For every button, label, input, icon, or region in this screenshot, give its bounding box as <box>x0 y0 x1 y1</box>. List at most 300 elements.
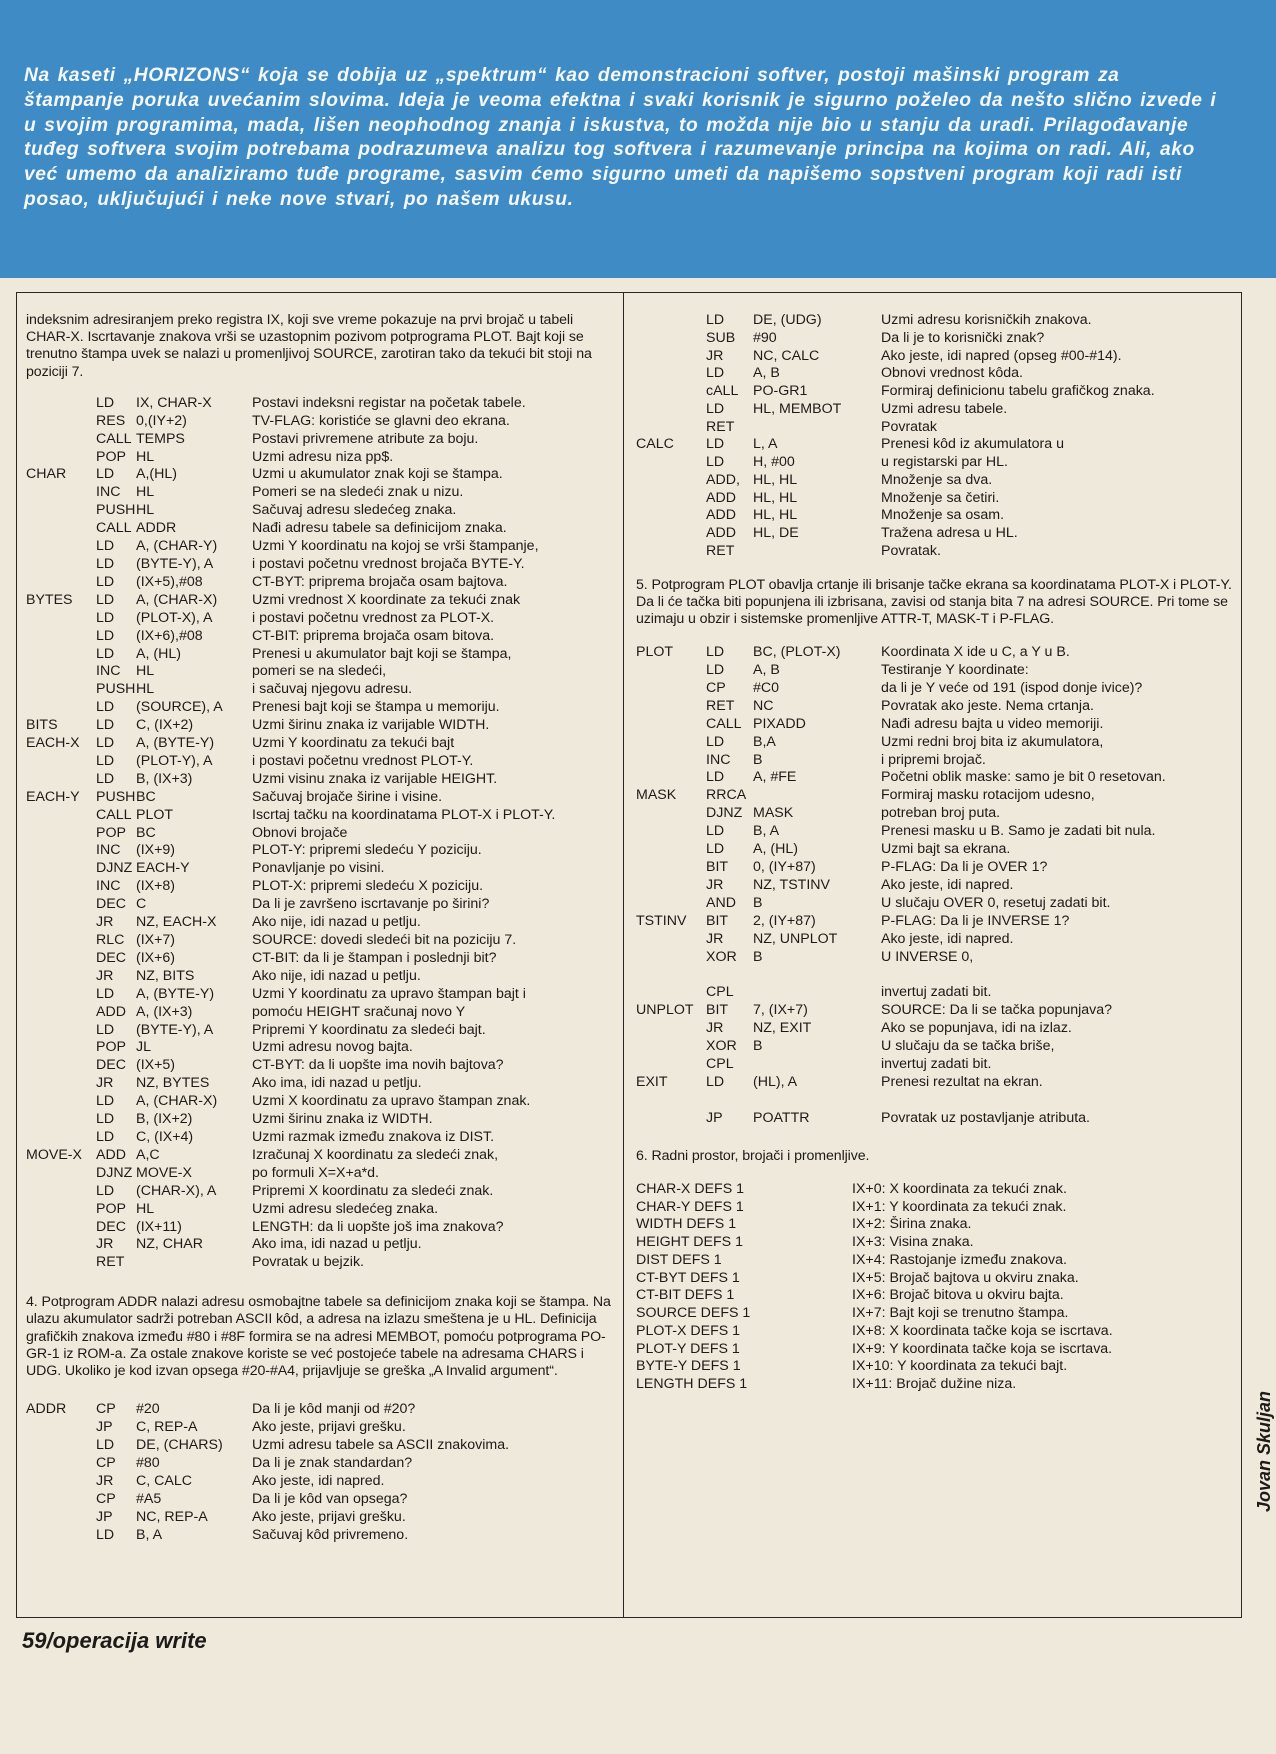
var-line <box>636 1199 1236 1217</box>
udg-line <box>636 507 1236 525</box>
udg-line-label <box>636 525 706 543</box>
plot-line-operand: NZ, UNPLOT <box>753 930 838 947</box>
addr-line <box>26 1454 616 1472</box>
code-line-label <box>26 807 96 825</box>
unplot-line-label: EXIT <box>636 1073 668 1090</box>
plot-line-label: TSTINV <box>636 912 687 929</box>
code-line-comment: CT-BYT: da li uopšte ima novih bajtova? <box>252 1057 504 1074</box>
code-line-operand: HL <box>136 681 155 698</box>
code-line-label <box>26 1129 96 1147</box>
var-line-name: WIDTH DEFS 1 <box>636 1216 737 1233</box>
code-line <box>26 610 616 628</box>
plot-line-label <box>636 805 706 823</box>
addr-line <box>26 1418 616 1436</box>
var-line-comment: IX+6: Brojač bitova u okviru bajta. <box>852 1287 1064 1304</box>
plot-line <box>636 823 1236 841</box>
plot-line-opcode: CP <box>706 679 726 696</box>
plot-line-operand: NZ, TSTINV <box>753 876 830 893</box>
udg-line-comment: Množenje sa četiri. <box>881 489 1000 506</box>
code-line-opcode: POP <box>96 824 126 841</box>
var-line-comment: IX+4: Rastojanje između znakova. <box>852 1251 1067 1268</box>
code-line-comment: Ako ima, idi nazad u petlju. <box>252 1236 422 1253</box>
addr-line-opcode: CP <box>96 1455 116 1472</box>
var-line <box>636 1287 1236 1305</box>
code-line-label <box>26 1057 96 1075</box>
udg-line-operand: HL, MEMBOT <box>753 400 842 417</box>
unplot-line <box>636 1002 1236 1020</box>
var-line-comment: IX+9: Y koordinata tačke koja se iscrtava. <box>852 1340 1113 1357</box>
code-line-opcode: ADD <box>96 1146 126 1163</box>
udg-line-operand: HL, HL <box>753 489 798 506</box>
udg-line-operand: DE, (UDG) <box>753 312 822 328</box>
udg-line <box>636 525 1236 543</box>
code-line-comment: pomoću HEIGHT sračunaj novo Y <box>252 1003 466 1020</box>
addr-line-comment: Uzmi adresu tabele sa ASCII znakovima. <box>252 1437 510 1454</box>
plot-line-operand: A, B <box>753 662 780 679</box>
code-line-comment: Pripremi Y koordinatu za sledeći bajt. <box>252 1021 486 1038</box>
plot-line <box>636 913 1236 931</box>
code-line-label <box>26 896 96 914</box>
section5-paragraph: 5. Potprogram PLOT obavlja crtanje ili brisanje tačke ekrana sa koordinatama PLOT-X i PLOT-Y. Da li će tačka biti popunjena ili izbrisana, zavisi od stanja bita 7 na adresi SOURCE. Pri tome se uzimaju u obzir i sistemske promenljive ATTR-T, MASK-T i P-FLAG. <box>636 576 1232 627</box>
udg-line-operand: HL, HL <box>753 507 798 524</box>
code-line <box>26 860 616 878</box>
code-line-operand <box>136 1254 252 1272</box>
author-name: Jovan Skuljan <box>1254 1390 1274 1512</box>
page-number-label: 59/operacija write <box>22 1628 207 1653</box>
code-line-opcode: JR <box>96 967 114 984</box>
plot-line-comment: U slučaju OVER 0, resetuj zadati bit. <box>881 894 1111 911</box>
addr-line-comment: Sačuvaj kôd privremeno. <box>252 1527 409 1544</box>
code-line-label: CHAR <box>26 466 67 483</box>
code-line <box>26 431 616 449</box>
code-line-label <box>26 663 96 681</box>
code-line-comment: PLOT-Y: pripremi sledeću Y poziciju. <box>252 842 482 859</box>
udg-line-operand: HL, HL <box>753 471 798 488</box>
code-line-comment: Uzmi visinu znaka iz varijable HEIGHT. <box>252 770 498 787</box>
column-divider <box>623 292 624 1618</box>
plot-line-opcode: LD <box>706 644 725 661</box>
code-line-operand: HL <box>136 448 155 465</box>
plot-line-operand: A, #FE <box>753 769 797 786</box>
code-line-comment: Uzmi razmak između znakova iz DIST. <box>252 1128 495 1145</box>
udg-line-opcode: SUB <box>706 329 736 346</box>
addr-line <box>26 1490 616 1508</box>
plot-line-label <box>636 877 706 895</box>
code-line-operand: A, (IX+3) <box>136 1003 193 1020</box>
addr-line-opcode: CP <box>96 1491 116 1508</box>
code-line-comment: i sačuvaj njegovu adresu. <box>252 681 413 698</box>
plot-line <box>636 644 1236 662</box>
code-line-comment: PLOT-X: pripremi sledeću X poziciju. <box>252 878 484 895</box>
code-line-opcode: INC <box>96 878 121 895</box>
plot-line <box>636 877 1236 895</box>
code-line-opcode: DJNZ <box>96 1164 133 1181</box>
code-line-operand: NZ, EACH-X <box>136 914 217 931</box>
code-line-operand: A, (CHAR-X) <box>136 1093 218 1110</box>
code-line-operand: A, (CHAR-Y) <box>136 538 218 555</box>
udg-line-opcode: LD <box>706 454 725 470</box>
code-line-comment: Iscrtaj tačku na koordinatama PLOT-X i PLOT-Y. <box>252 806 556 823</box>
var-line <box>636 1341 1236 1359</box>
addr-line-label <box>26 1454 96 1472</box>
code-line-label <box>26 556 96 574</box>
udg-line <box>636 401 1236 419</box>
udg-line-comment: Obnovi vrednost kôda. <box>881 365 1023 382</box>
udg-line-operand: A, B <box>753 365 780 382</box>
code-line-operand: B, (IX+2) <box>136 1111 193 1128</box>
code-line-opcode: PUSH <box>96 788 136 805</box>
udg-line <box>636 454 1236 472</box>
plot-line <box>636 680 1236 698</box>
udg-line <box>636 348 1236 366</box>
udg-line-label <box>636 330 706 348</box>
plot-line-operand: #C0 <box>753 679 780 696</box>
code-line-label <box>26 484 96 502</box>
code-line-opcode: LD <box>96 735 115 752</box>
plot-line-comment: P-FLAG: Da li je OVER 1? <box>881 858 1048 875</box>
plot-line-operand: B, A <box>753 823 780 840</box>
code-line-comment: Sačuvaj brojače širine i visine. <box>252 788 443 805</box>
plot-line-opcode: RET <box>706 697 735 714</box>
udg-line-comment: Uzmi adresu tabele. <box>881 400 1008 417</box>
intro-banner <box>0 0 1276 278</box>
udg-line <box>636 490 1236 508</box>
unplot-line-label <box>636 1020 706 1038</box>
code-line-label <box>26 986 96 1004</box>
unplot-line-comment: SOURCE: Da li se tačka popunjava? <box>881 1002 1113 1019</box>
plot-line-comment: Nađi adresu bajta u video memoriji. <box>881 715 1104 732</box>
code-line-comment: Prenesi u akumulator bajt koji se štampa, <box>252 645 512 662</box>
udg-line-label <box>636 490 706 508</box>
code-line-comment: Nađi adresu tabele sa definicijom znaka. <box>252 520 507 537</box>
exit-code-listing <box>636 1110 1236 1128</box>
addr-line-comment: Ako jeste, prijavi grešku. <box>252 1509 406 1526</box>
code-line <box>26 413 616 431</box>
udg-line-opcode: ADD, <box>706 471 740 488</box>
section4-paragraph: 4. Potprogram ADDR nalazi adresu osmobajtne tabele sa definicijom znaka koji se štampa. Na ulazu akumulator sadrži potreban ASCII kôd, a adresa na izlazu smeštena je u HL. Definicija grafičkih znakova između #80 i #8F formira se na adresi MEMBOT, pomoću potprograma PO-GR-1 iz ROM-a. Za ostale znakove koriste se već postojeće tabele na adresama CHARS i UDG. Ukoliko je kod izvan opsega #20-#A4, prijavljuje se greška „A Invalid argument“. <box>26 1294 611 1380</box>
var-line <box>636 1234 1236 1252</box>
code-line-comment: pomeri se na sledeći, <box>252 663 387 680</box>
code-line-operand: ADDR <box>136 520 177 537</box>
code-line-comment: Pripremi X koordinatu za sledeći znak. <box>252 1182 494 1199</box>
var-line <box>636 1270 1236 1288</box>
code-line-operand: NZ, BITS <box>136 967 195 984</box>
var-line-name: CT-BIT DEFS 1 <box>636 1287 735 1304</box>
addr-line-opcode: JR <box>96 1473 114 1490</box>
var-line <box>636 1252 1236 1270</box>
code-line-label <box>26 1165 96 1183</box>
code-line-operand: MOVE-X <box>136 1164 192 1181</box>
exit-line-operand: POATTR <box>753 1109 810 1126</box>
udg-line-opcode: JR <box>706 347 724 364</box>
udg-line-comment: Povratak <box>881 418 937 435</box>
addr-line-label <box>26 1436 96 1454</box>
udg-line <box>636 365 1236 383</box>
code-line-opcode: CALL <box>96 430 132 447</box>
udg-line-opcode: LD <box>706 312 725 328</box>
udg-line-label <box>636 383 706 401</box>
code-line <box>26 592 616 610</box>
code-line-opcode: PUSH <box>96 681 136 698</box>
addr-line-operand: C, CALC <box>136 1473 192 1490</box>
plot-code-listing <box>636 644 1236 966</box>
code-line-opcode: RET <box>96 1254 125 1271</box>
plot-line-opcode: CALL <box>706 715 742 732</box>
plot-line-comment: Povratak ako jeste. Nema crtanja. <box>881 697 1094 714</box>
code-line-opcode: LD <box>96 699 115 716</box>
code-line-opcode: LD <box>96 555 115 572</box>
code-line-comment: Uzmi Y koordinatu za tekući bajt <box>252 735 455 752</box>
code-line <box>26 914 616 932</box>
plot-line <box>636 698 1236 716</box>
code-line-comment: SOURCE: dovedi sledeći bit na poziciju 7. <box>252 932 517 948</box>
code-line <box>26 1111 616 1129</box>
code-line-label: EACH-X <box>26 735 80 752</box>
code-line-opcode: RLC <box>96 932 125 948</box>
unplot-line-opcode: CPL <box>706 984 734 1001</box>
code-line-operand: A,(HL) <box>136 466 177 483</box>
code-line-comment: LENGTH: da li uopšte još ima znakova? <box>252 1218 504 1235</box>
code-line-comment: po formuli X=X+a*d. <box>252 1164 379 1181</box>
code-line-opcode: LD <box>96 573 115 590</box>
code-line-comment: Uzmi širinu znaka iz varijable WIDTH. <box>252 717 490 734</box>
code-line-comment: Uzmi Y koordinatu za upravo štampan bajt i <box>252 985 526 1002</box>
plot-line <box>636 841 1236 859</box>
plot-line-comment: i pripremi brojač. <box>881 751 986 768</box>
code-line-operand: C, (IX+4) <box>136 1128 194 1145</box>
udg-line-label <box>636 312 706 330</box>
code-line-operand: (PLOT-Y), A <box>136 752 213 769</box>
plot-line-comment: Uzmi bajt sa ekrana. <box>881 841 1011 858</box>
plot-line-comment: Formiraj masku rotacijom udesno, <box>881 787 1095 804</box>
code-line-operand: (IX+7) <box>136 932 176 948</box>
code-line-comment: Postavi indeksni registar na početak tabele. <box>252 394 526 411</box>
plot-line <box>636 787 1236 805</box>
code-line <box>26 1129 616 1147</box>
var-line-comment: IX+10: Y koordinata za tekući bajt. <box>852 1358 1068 1375</box>
code-line-comment: Prenesi bajt koji se štampa u memoriju. <box>252 699 500 716</box>
udg-line-label <box>636 348 706 366</box>
code-line <box>26 646 616 664</box>
udg-line-label <box>636 365 706 383</box>
code-line <box>26 1201 616 1219</box>
code-line-label: MOVE-X <box>26 1146 82 1163</box>
plot-line-comment: da li je Y veće od 191 (ispod donje ivice)? <box>881 679 1143 696</box>
addr-line-label <box>26 1418 96 1436</box>
var-line-name: DIST DEFS 1 <box>636 1251 722 1268</box>
code-line-opcode: DEC <box>96 949 126 966</box>
unplot-line-operand: 7, (IX+7) <box>753 1002 808 1019</box>
unplot-line-operand <box>753 1056 881 1074</box>
code-line-operand: C, (IX+2) <box>136 717 194 734</box>
code-line-opcode: CALL <box>96 520 132 537</box>
var-line-name: PLOT-X DEFS 1 <box>636 1322 741 1339</box>
code-line-opcode: LD <box>96 645 115 662</box>
code-line-opcode: JR <box>96 914 114 931</box>
code-line-label <box>26 950 96 968</box>
unplot-line-label <box>636 1056 706 1074</box>
var-line-comment: IX+2: Širina znaka. <box>852 1216 972 1233</box>
code-line <box>26 395 616 413</box>
code-line-label <box>26 431 96 449</box>
unplot-line-opcode: CPL <box>706 1056 734 1073</box>
code-line-comment: Uzmi X koordinatu za upravo štampan znak. <box>252 1093 531 1110</box>
code-line-operand: C <box>136 896 147 913</box>
udg-line-comment: Da li je to korisnički znak? <box>881 329 1045 346</box>
code-line-comment: Ponavljanje po visini. <box>252 860 385 877</box>
code-line-label <box>26 1022 96 1040</box>
unplot-line <box>636 1074 1236 1092</box>
exit-line-label <box>636 1110 706 1128</box>
plot-line-opcode: LD <box>706 769 725 786</box>
unplot-line <box>636 1020 1236 1038</box>
code-line-label <box>26 1111 96 1129</box>
code-line-operand: B, (IX+3) <box>136 770 193 787</box>
udg-line-label <box>636 454 706 472</box>
section6-heading: 6. Radni prostor, brojači i promenljive. <box>636 1147 870 1164</box>
code-line <box>26 699 616 717</box>
plot-line-comment: Uzmi redni broj bita iz akumulatora, <box>881 733 1104 750</box>
addr-line <box>26 1508 616 1526</box>
addr-line-comment: Da li je znak standardan? <box>252 1455 413 1472</box>
code-line-operand: A, (HL) <box>136 645 181 662</box>
unplot-line-opcode: BIT <box>706 1002 729 1019</box>
code-line <box>26 986 616 1004</box>
code-line <box>26 753 616 771</box>
code-line-label <box>26 1219 96 1237</box>
code-line-operand: 0,(IY+2) <box>136 412 187 429</box>
plot-line-operand: MASK <box>753 805 794 822</box>
addr-line-operand: DE, (CHARS) <box>136 1437 223 1454</box>
code-line-label <box>26 646 96 664</box>
code-line-operand: A,C <box>136 1146 160 1163</box>
code-line <box>26 1022 616 1040</box>
udg-line-operand <box>753 419 881 437</box>
plot-line-comment: Prenesi masku u B. Samo je zadati bit nula. <box>881 823 1156 840</box>
code-line-opcode: LD <box>96 1093 115 1110</box>
plot-line-label <box>636 823 706 841</box>
plot-line-label: MASK <box>636 787 677 804</box>
plot-line <box>636 716 1236 734</box>
code-line-label <box>26 1004 96 1022</box>
code-line-opcode: LD <box>96 394 115 411</box>
plot-line-label <box>636 752 706 770</box>
plot-line-comment: U INVERSE 0, <box>881 948 974 965</box>
variables-table <box>636 1181 1236 1394</box>
code-line <box>26 896 616 914</box>
code-line-comment: Da li je završeno iscrtavanje po širini? <box>252 896 490 913</box>
udg-line <box>636 330 1236 348</box>
code-line-comment: Obnovi brojače <box>252 824 348 841</box>
plot-line-operand: NC <box>753 697 774 714</box>
addr-line-operand: #A5 <box>136 1491 162 1508</box>
code-line-label <box>26 1183 96 1201</box>
code-line-opcode: LD <box>96 627 115 644</box>
plot-line-operand: 0, (IY+87) <box>753 858 816 875</box>
unplot-line-comment: invertuj zadati bit. <box>881 984 992 1001</box>
udg-line-comment: Množenje sa osam. <box>881 507 1005 524</box>
code-line-label <box>26 968 96 986</box>
udg-line-comment: Ako jeste, idi napred (opseg #00-#14). <box>881 347 1122 364</box>
code-line-opcode: LD <box>96 717 115 734</box>
plot-line-label <box>636 734 706 752</box>
code-line-opcode: RES <box>96 412 126 429</box>
udg-line-label: CALC <box>636 436 674 453</box>
udg-line-comment: Tražena adresa u HL. <box>881 525 1018 541</box>
code-line <box>26 789 616 807</box>
var-line-name: SOURCE DEFS 1 <box>636 1305 751 1322</box>
unplot-line-comment: U slučaju da se tačka briše, <box>881 1038 1055 1055</box>
plot-line-operand: B <box>753 751 763 768</box>
code-line-comment: Sačuvaj adresu sledećeg znaka. <box>252 502 457 519</box>
udg-line <box>636 472 1236 490</box>
plot-line-operand: PIXADD <box>753 715 806 732</box>
code-line-opcode: JR <box>96 1236 114 1253</box>
code-line-operand: HL <box>136 502 155 519</box>
plot-line-comment: Ako jeste, idi napred. <box>881 876 1014 893</box>
code-line <box>26 771 616 789</box>
code-line-opcode: POP <box>96 1200 126 1217</box>
left-column <box>26 312 616 1544</box>
code-line-opcode: INC <box>96 842 121 859</box>
code-line <box>26 1093 616 1111</box>
code-line-label <box>26 1093 96 1111</box>
code-line-label <box>26 825 96 843</box>
code-line-operand: (IX+5),#08 <box>136 573 203 590</box>
code-line-comment: Ako nije, idi nazad u petlju. <box>252 967 421 984</box>
code-line-operand: (IX+5) <box>136 1057 176 1074</box>
var-line <box>636 1376 1236 1394</box>
code-line-operand: PLOT <box>136 806 174 823</box>
plot-line-opcode: LD <box>706 823 725 840</box>
plot-line-operand: BC, (PLOT-X) <box>753 644 841 661</box>
code-line-opcode: DEC <box>96 896 126 913</box>
udg-line-comment: Množenje sa dva. <box>881 471 993 488</box>
var-line <box>636 1181 1236 1199</box>
udg-line-label <box>636 472 706 490</box>
udg-line <box>636 436 1236 454</box>
plot-line-operand: B,A <box>753 733 776 750</box>
plot-line <box>636 949 1236 967</box>
var-line-name: BYTE-Y DEFS 1 <box>636 1358 741 1375</box>
code-line-comment: Uzmi vrednost X koordinate za tekući znak <box>252 591 521 608</box>
code-line-operand: JL <box>136 1039 151 1056</box>
var-line <box>636 1305 1236 1323</box>
addr-line-opcode: JP <box>96 1419 113 1436</box>
udg-line-comment: u registarski par HL. <box>881 454 1008 470</box>
plot-line-label <box>636 949 706 967</box>
code-line-opcode: DJNZ <box>96 860 133 877</box>
udg-code-listing <box>636 312 1236 561</box>
addr-line-opcode: LD <box>96 1437 115 1454</box>
code-line-opcode: LD <box>96 770 115 787</box>
var-line-name: CHAR-X DEFS 1 <box>636 1180 744 1197</box>
exit-line-comment: Povratak uz postavljanje atributa. <box>881 1109 1090 1126</box>
code-line-label <box>26 914 96 932</box>
code-line-operand: HL <box>136 663 155 680</box>
code-line-opcode: LD <box>96 1021 115 1038</box>
plot-line-comment: P-FLAG: Da li je INVERSE 1? <box>881 912 1070 929</box>
code-line <box>26 449 616 467</box>
plot-line-operand: 2, (IY+87) <box>753 912 816 929</box>
plot-line-label: PLOT <box>636 644 674 661</box>
plot-line-label <box>636 895 706 913</box>
code-line-label <box>26 860 96 878</box>
udg-line-comment: Prenesi kôd iz akumulatora u <box>881 436 1064 453</box>
code-line <box>26 735 616 753</box>
code-line <box>26 950 616 968</box>
addr-line <box>26 1526 616 1544</box>
